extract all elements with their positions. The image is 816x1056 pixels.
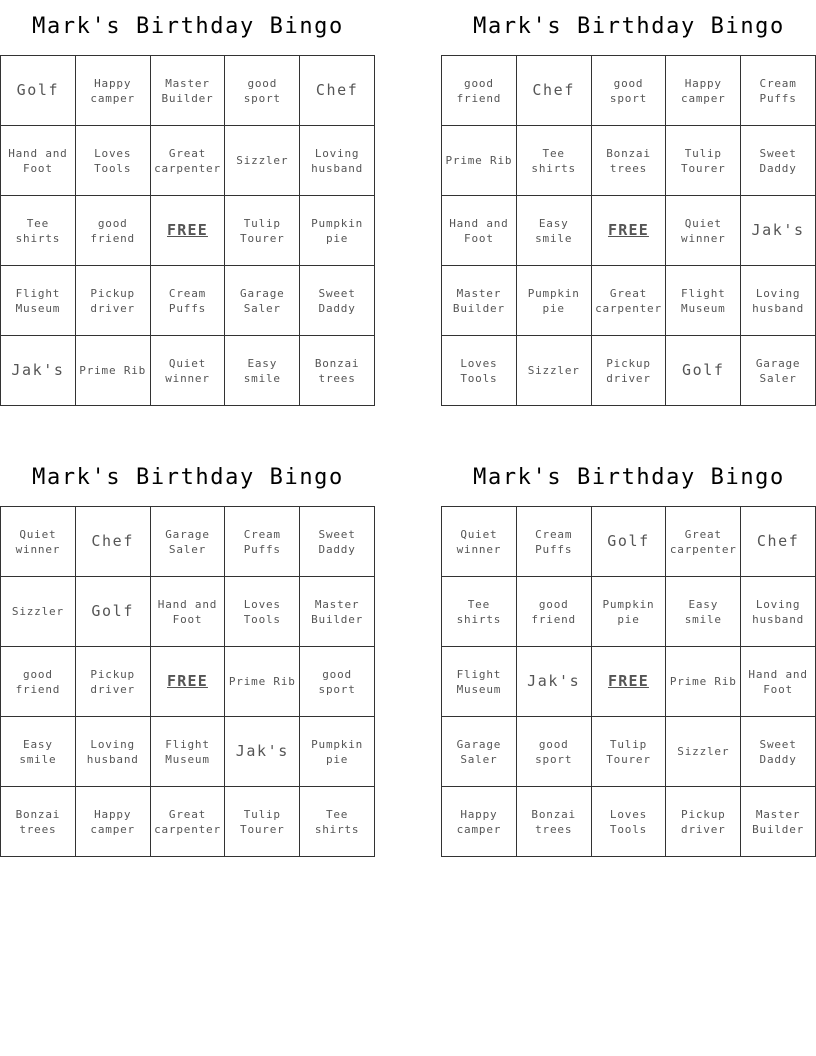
bingo-cell: Easy smile [666,577,741,647]
bingo-cell: Golf [592,507,667,577]
bingo-cell: Golf [666,336,741,406]
bingo-cell: Jak's [741,196,816,266]
bingo-cell: Sweet Daddy [300,266,375,336]
bingo-cell: Tulip Tourer [225,196,300,266]
bingo-cell: good sport [517,717,592,787]
bingo-cell: good friend [76,196,151,266]
bingo-cell: Loves Tools [442,336,517,406]
bingo-cell: Prime Rib [225,647,300,717]
bingo-cell: Easy smile [225,336,300,406]
bingo-cell: Sizzler [517,336,592,406]
bingo-cell: Loving husband [300,126,375,196]
bingo-cell: Prime Rib [442,126,517,196]
bingo-grid [441,55,816,406]
bingo-cell: Tulip Tourer [666,126,741,196]
bingo-cell: good sport [592,56,667,126]
bingo-cell: Pumpkin pie [300,196,375,266]
bingo-cell: Jak's [1,336,76,406]
bingo-cell: Tee shirts [1,196,76,266]
bingo-cell: Quiet winner [151,336,226,406]
bingo-cell: Garage Saler [225,266,300,336]
bingo-cell: Happy camper [76,56,151,126]
bingo-cell: Tulip Tourer [592,717,667,787]
bingo-cell: good sport [300,647,375,717]
bingo-cell: Quiet winner [442,507,517,577]
bingo-cell: Pickup driver [76,647,151,717]
bingo-cell: Bonzai trees [300,336,375,406]
bingo-cell: Hand and Foot [151,577,226,647]
bingo-cell: Sweet Daddy [300,507,375,577]
bingo-cell: Prime Rib [76,336,151,406]
bingo-cell: Hand and Foot [1,126,76,196]
bingo-grid [0,55,375,406]
bingo-cell: Hand and Foot [442,196,517,266]
bingo-grid [0,506,375,857]
bingo-cell: Sizzler [666,717,741,787]
bingo-cell: Pumpkin pie [592,577,667,647]
bingo-cell: Loving husband [76,717,151,787]
bingo-cell: Prime Rib [666,647,741,717]
bingo-cell: Golf [76,577,151,647]
bingo-cell: Tee shirts [442,577,517,647]
bingo-cell: Bonzai trees [592,126,667,196]
bingo-cell: Hand and Foot [741,647,816,717]
bingo-cell: Great carpenter [666,507,741,577]
bingo-cell: Tee shirts [300,787,375,857]
bingo-cell: Pickup driver [76,266,151,336]
bingo-cell: good friend [517,577,592,647]
bingo-cell: Cream Puffs [741,56,816,126]
bingo-cell: Master Builder [442,266,517,336]
bingo-cell: Sweet Daddy [741,717,816,787]
bingo-cell: good friend [1,647,76,717]
bingo-cell: Loving husband [741,577,816,647]
bingo-cell: Master Builder [151,56,226,126]
bingo-cell: Garage Saler [442,717,517,787]
bingo-cell: Pickup driver [592,336,667,406]
bingo-cell: Sweet Daddy [741,126,816,196]
bingo-cell: Bonzai trees [517,787,592,857]
bingo-cell: Pumpkin pie [300,717,375,787]
bingo-cell: Great carpenter [592,266,667,336]
bingo-cell: Bonzai trees [1,787,76,857]
bingo-cell: Garage Saler [151,507,226,577]
bingo-cell: Cream Puffs [225,507,300,577]
bingo-cell: Sizzler [225,126,300,196]
free-space: FREE [151,196,226,266]
bingo-cell: Happy camper [442,787,517,857]
bingo-cell: Loves Tools [592,787,667,857]
bingo-cell: Flight Museum [1,266,76,336]
bingo-cell: Chef [300,56,375,126]
free-space: FREE [151,647,226,717]
bingo-cell: Jak's [517,647,592,717]
card-title: Mark's Birthday Bingo [473,14,785,39]
bingo-cell: Happy camper [76,787,151,857]
bingo-cell: Chef [517,56,592,126]
bingo-cell: Loves Tools [225,577,300,647]
free-space: FREE [592,196,667,266]
bingo-cell: Loving husband [741,266,816,336]
card-title: Mark's Birthday Bingo [32,465,344,490]
bingo-grid [441,506,816,857]
bingo-cell: Master Builder [300,577,375,647]
bingo-cell: Quiet winner [666,196,741,266]
bingo-cell: Chef [76,507,151,577]
bingo-cell: Cream Puffs [151,266,226,336]
bingo-cell: Chef [741,507,816,577]
bingo-cell: Cream Puffs [517,507,592,577]
bingo-cell: Tee shirts [517,126,592,196]
bingo-cell: Jak's [225,717,300,787]
bingo-cell: Easy smile [517,196,592,266]
bingo-cell: good sport [225,56,300,126]
bingo-cell: Flight Museum [666,266,741,336]
bingo-cell: Loves Tools [76,126,151,196]
bingo-cell: Flight Museum [151,717,226,787]
free-space: FREE [592,647,667,717]
bingo-cell: Garage Saler [741,336,816,406]
bingo-cell: Flight Museum [442,647,517,717]
bingo-cell: Tulip Tourer [225,787,300,857]
bingo-cell: Great carpenter [151,126,226,196]
bingo-cell: Pumpkin pie [517,266,592,336]
card-title: Mark's Birthday Bingo [473,465,785,490]
bingo-cell: Quiet winner [1,507,76,577]
bingo-cell: good friend [442,56,517,126]
bingo-cell: Easy smile [1,717,76,787]
card-title: Mark's Birthday Bingo [32,14,344,39]
bingo-cell: Great carpenter [151,787,226,857]
bingo-cell: Golf [1,56,76,126]
bingo-cell: Sizzler [1,577,76,647]
bingo-cell: Pickup driver [666,787,741,857]
bingo-cell: Happy camper [666,56,741,126]
bingo-cell: Master Builder [741,787,816,857]
